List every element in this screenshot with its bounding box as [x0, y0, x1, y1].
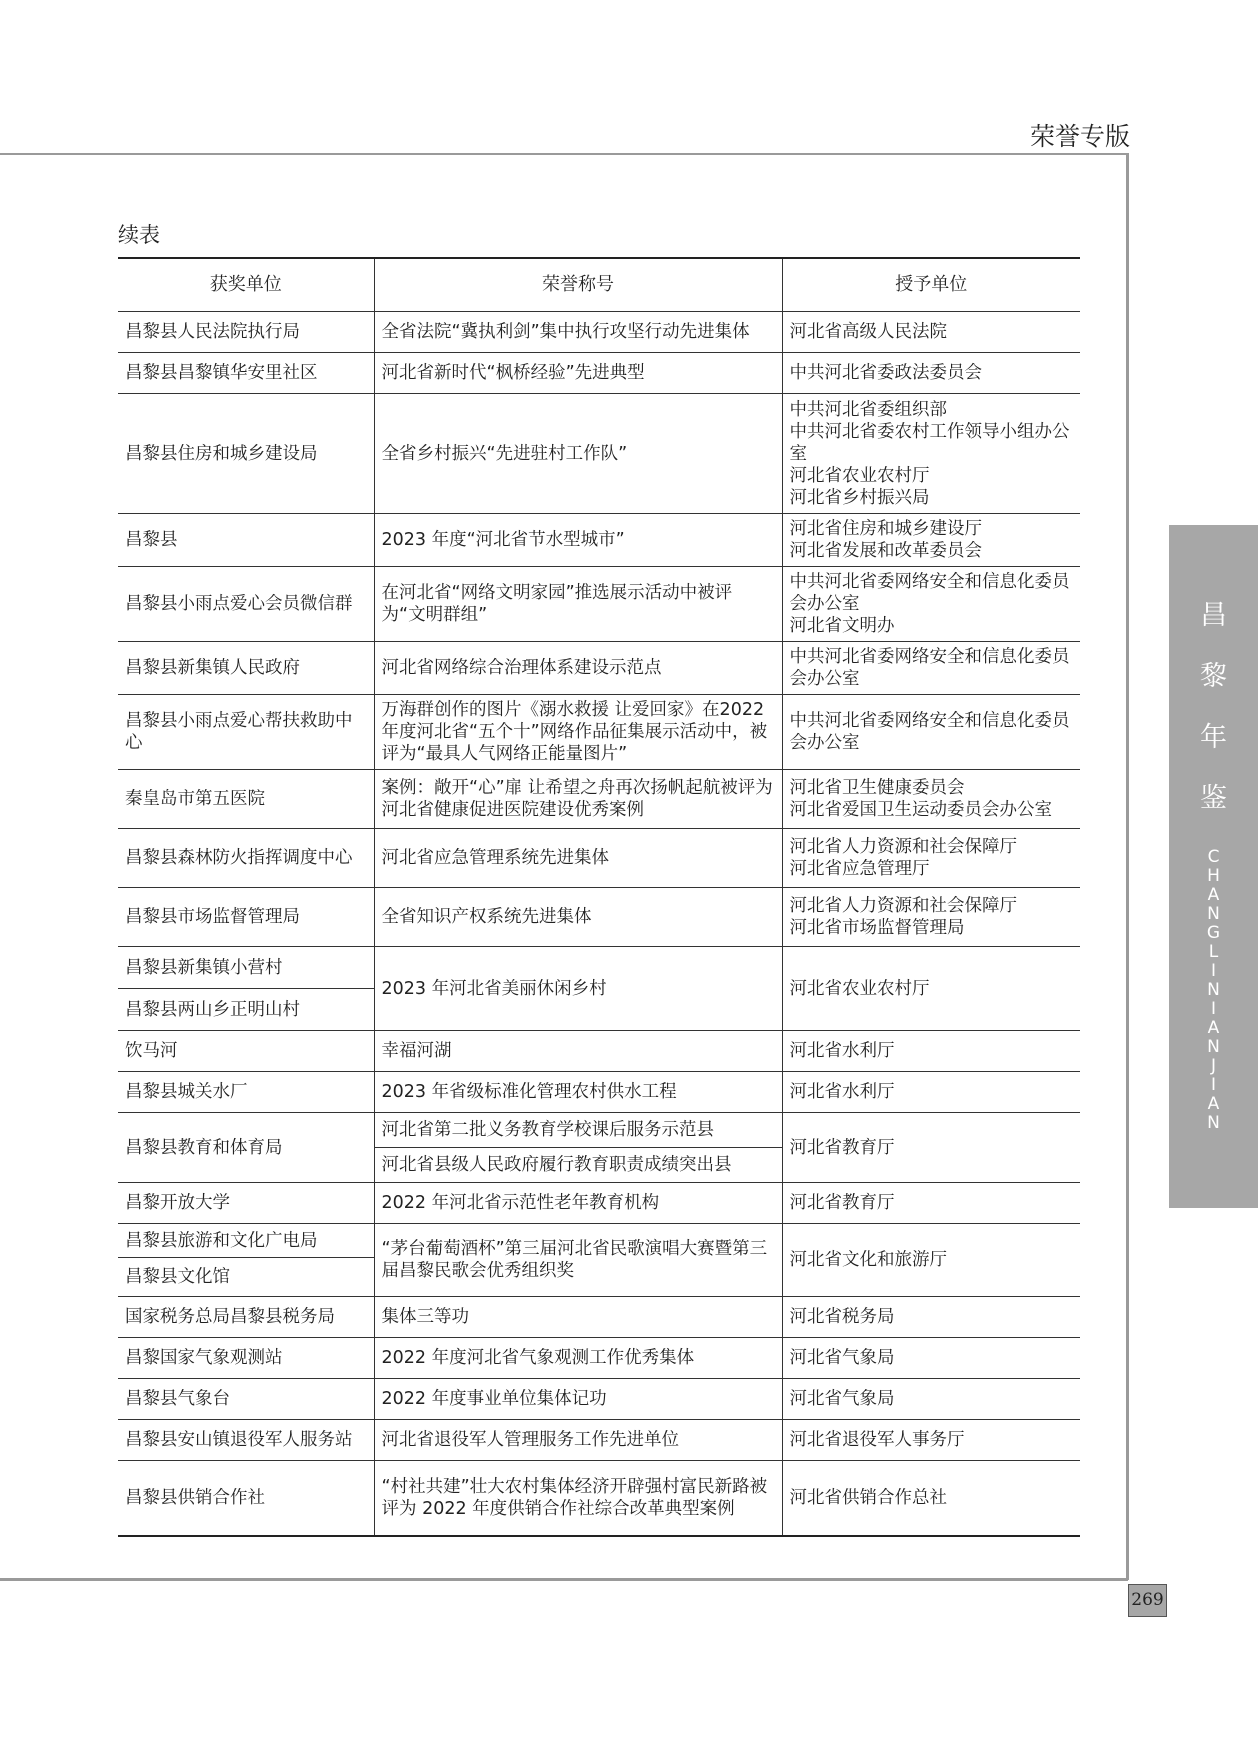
honor-cell: 全省法院“冀执利剑”集中执行攻坚行动先进集体	[374, 312, 782, 353]
table-row	[118, 567, 1080, 642]
grantor-cell: 河北省退役军人事务厅	[782, 1420, 1080, 1461]
table-row	[118, 695, 1080, 770]
grantor-line: 河北省乡村振兴局	[789, 487, 930, 508]
side-tab-char: 鉴	[1200, 783, 1227, 814]
unit-cell: 昌黎县两山乡正明山村	[118, 989, 374, 1031]
honor-cell: 2023 年省级标准化管理农村供水工程	[374, 1072, 782, 1113]
unit-cell: 昌黎县住房和城乡建设局	[118, 394, 374, 514]
grantor-cell: 河北省高级人民法院	[782, 312, 1080, 353]
table-row	[118, 770, 1080, 829]
frame-bottom-rule	[0, 1578, 1128, 1581]
unit-cell: 昌黎开放大学	[118, 1183, 374, 1224]
unit-cell: 昌黎县城关水厂	[118, 1072, 374, 1113]
grantor-line: 河北省市场监督管理局	[789, 918, 965, 938]
grantor-line: 中共河北省委农村工作领导小组办公室	[789, 421, 1070, 464]
side-tab-letter: I	[1210, 1075, 1216, 1095]
honor-cell: 河北省网络综合治理体系建设示范点	[374, 642, 782, 695]
side-tab-letter: A	[1207, 1018, 1220, 1038]
side-tab-letter: C	[1207, 847, 1220, 867]
grantor-cell: 河北省教育厅	[782, 1113, 1080, 1183]
honor-cell: 案例：敞开“心”扉 让希望之舟再次扬帆起航被评为河北省健康促进医院建设优秀案例	[374, 770, 782, 829]
table-row	[118, 642, 1080, 695]
unit-cell: 昌黎县	[118, 514, 374, 567]
table-row	[118, 1379, 1080, 1420]
table-row	[118, 1338, 1080, 1379]
unit-cell: 昌黎县教育和体育局	[118, 1113, 374, 1183]
side-tab-letter: A	[1207, 885, 1220, 905]
unit-cell: 饮马河	[118, 1031, 374, 1072]
grantor-line: 河北省卫生健康委员会	[789, 778, 965, 798]
table-row	[118, 1224, 1080, 1258]
unit-cell: 国家税务总局昌黎县税务局	[118, 1297, 374, 1338]
honors-table	[118, 257, 1080, 1537]
table-row	[118, 312, 1080, 353]
grantor-cell	[782, 567, 1080, 642]
grantor-cell: 河北省税务局	[782, 1297, 1080, 1338]
unit-cell: 昌黎县小雨点爱心会员微信群	[118, 567, 374, 642]
frame-right-rule	[1126, 153, 1129, 1580]
table-header-row	[118, 258, 1080, 312]
unit-cell: 昌黎县文化馆	[118, 1258, 374, 1297]
unit-cell: 昌黎县旅游和文化广电局	[118, 1224, 374, 1258]
side-tab	[1169, 525, 1258, 1208]
table-caption: 续表	[118, 223, 160, 247]
honor-cell: 河北省第二批义务教育学校课后服务示范县	[374, 1113, 782, 1148]
honor-cell: 幸福河湖	[374, 1031, 782, 1072]
honor-cell: 河北省新时代“枫桥经验”先进典型	[374, 353, 782, 394]
grantor-line: 中共河北省委网络安全和信息化委员会办公室	[789, 572, 1070, 614]
grantor-cell: 河北省教育厅	[782, 1183, 1080, 1224]
side-tab-letter: N	[1207, 980, 1220, 1000]
grantor-line: 河北省农业农村厅	[789, 465, 930, 486]
grantor-cell: 河北省水利厅	[782, 1072, 1080, 1113]
grantor-cell: 中共河北省委网络安全和信息化委员会办公室	[782, 642, 1080, 695]
table-row	[118, 1183, 1080, 1224]
grantor-cell: 河北省供销合作总社	[782, 1461, 1080, 1536]
table-row	[118, 888, 1080, 947]
unit-cell: 昌黎县小雨点爱心帮扶救助中心	[118, 695, 374, 770]
side-tab-letter: G	[1206, 923, 1221, 943]
grantor-cell: 河北省农业农村厅	[782, 947, 1080, 1031]
honor-cell: “村社共建”壮大农村集体经济开辟强村富民新路被评为 2022 年度供销合作社综合改革典型案例	[374, 1461, 782, 1536]
table-row	[118, 829, 1080, 888]
honor-cell: 2022 年河北省示范性老年教育机构	[374, 1183, 782, 1224]
grantor-cell: 河北省气象局	[782, 1338, 1080, 1379]
honor-cell: 全省知识产权系统先进集体	[374, 888, 782, 947]
unit-cell: 昌黎县新集镇人民政府	[118, 642, 374, 695]
grantor-cell	[782, 888, 1080, 947]
side-tab-char: 昌	[1200, 600, 1227, 631]
honor-cell: 河北省应急管理系统先进集体	[374, 829, 782, 888]
table-row	[118, 1072, 1080, 1113]
honor-cell: 2022 年度河北省气象观测工作优秀集体	[374, 1338, 782, 1379]
table-row	[118, 1297, 1080, 1338]
side-tab-letter: H	[1207, 866, 1220, 886]
unit-cell: 昌黎县市场监督管理局	[118, 888, 374, 947]
table-row	[118, 1461, 1080, 1536]
table-row	[118, 353, 1080, 394]
grantor-cell: 河北省气象局	[782, 1379, 1080, 1420]
honor-cell: 2022 年度事业单位集体记功	[374, 1379, 782, 1420]
honor-cell: 2023 年河北省美丽休闲乡村	[374, 947, 782, 1031]
table-row	[118, 947, 1080, 989]
unit-cell: 秦皇岛市第五医院	[118, 770, 374, 829]
grantor-line: 河北省应急管理厅	[789, 859, 930, 879]
grantor-cell: 中共河北省委网络安全和信息化委员会办公室	[782, 695, 1080, 770]
table-row	[118, 1420, 1080, 1461]
honor-cell: 在河北省“网络文明家园”推选展示活动中被评为“文明群组”	[374, 567, 782, 642]
column-header-honor: 荣誉称号	[374, 258, 782, 312]
honor-cell: 河北省县级人民政府履行教育职责成绩突出县	[374, 1148, 782, 1183]
honor-cell: 2023 年度“河北省节水型城市”	[374, 514, 782, 567]
grantor-cell: 河北省水利厅	[782, 1031, 1080, 1072]
grantor-cell	[782, 770, 1080, 829]
honor-cell: “茅台葡萄酒杯”第三届河北省民歌演唱大赛暨第三届昌黎民歌会优秀组织奖	[374, 1224, 782, 1297]
grantor-cell: 中共河北省委政法委员会	[782, 353, 1080, 394]
unit-cell: 昌黎县昌黎镇华安里社区	[118, 353, 374, 394]
honor-cell: 全省乡村振兴“先进驻村工作队”	[374, 394, 782, 514]
table-row	[118, 514, 1080, 567]
table-row	[118, 1113, 1080, 1148]
side-tab-letter: N	[1207, 904, 1220, 924]
side-tab-letter: I	[1210, 999, 1216, 1019]
unit-cell: 昌黎县新集镇小营村	[118, 947, 374, 989]
side-tab-letter: I	[1210, 961, 1216, 981]
grantor-cell	[782, 829, 1080, 888]
unit-cell: 昌黎国家气象观测站	[118, 1338, 374, 1379]
side-tab-char: 年	[1200, 722, 1227, 753]
grantor-line: 中共河北省委组织部	[789, 399, 947, 420]
side-tab-letter: A	[1207, 1094, 1220, 1114]
unit-cell: 昌黎县人民法院执行局	[118, 312, 374, 353]
grantor-line: 河北省住房和城乡建设厅	[789, 519, 982, 539]
side-tab-letter: N	[1207, 1037, 1220, 1057]
grantor-line: 河北省发展和改革委员会	[789, 541, 982, 561]
column-header-unit: 获奖单位	[118, 258, 374, 312]
table-row	[118, 394, 1080, 514]
honor-cell: 集体三等功	[374, 1297, 782, 1338]
grantor-line: 河北省文明办	[789, 616, 895, 636]
grantor-cell	[782, 394, 1080, 514]
unit-cell: 昌黎县安山镇退役军人服务站	[118, 1420, 374, 1461]
grantor-line: 河北省爱国卫生运动委员会办公室	[789, 800, 1052, 820]
grantor-line: 河北省人力资源和社会保障厅	[789, 837, 1017, 857]
grantor-line: 河北省人力资源和社会保障厅	[789, 896, 1017, 916]
side-tab-char: 黎	[1200, 661, 1227, 692]
section-title: 荣誉专版	[1029, 122, 1130, 151]
column-header-grantor: 授予单位	[782, 258, 1080, 312]
table-row	[118, 1031, 1080, 1072]
grantor-cell: 河北省文化和旅游厅	[782, 1224, 1080, 1297]
side-tab-letter: N	[1207, 1113, 1220, 1133]
side-tab-letter: J	[1210, 1056, 1216, 1076]
unit-cell: 昌黎县气象台	[118, 1379, 374, 1420]
unit-cell: 昌黎县供销合作社	[118, 1461, 374, 1536]
page-number: 269	[1128, 1584, 1167, 1617]
honor-cell: 万海群创作的图片《溺水救援 让爱回家》在2022 年度河北省“五个十”网络作品征集展示活动中，被评为“最具人气网络正能量图片”	[374, 695, 782, 770]
unit-cell: 昌黎县森林防火指挥调度中心	[118, 829, 374, 888]
frame-top-rule	[0, 153, 1128, 155]
honor-cell: 河北省退役军人管理服务工作先进单位	[374, 1420, 782, 1461]
side-tab-letter: L	[1208, 942, 1219, 962]
grantor-cell	[782, 514, 1080, 567]
